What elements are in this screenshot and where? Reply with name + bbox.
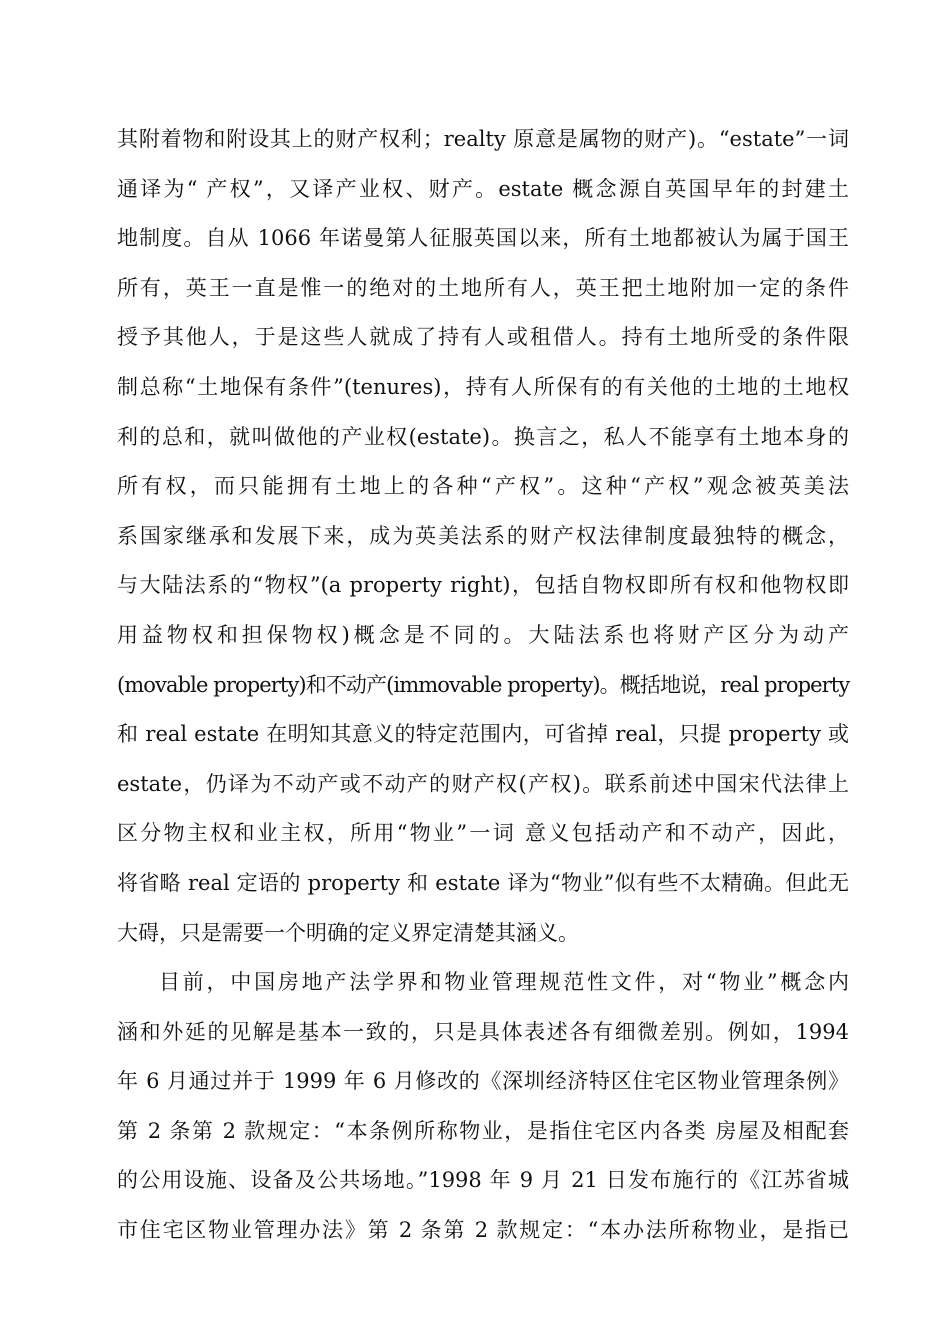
text-line: 将省略 real 定语的 property 和 estate 译为“物业”似有些不太精确。但此无 xyxy=(117,870,849,895)
text-line: estate，仍译为不动产或不动产的财产权(产权)。联系前述中国宋代法律上 xyxy=(117,771,849,796)
text-line: 系国家继承和发展下来，成为英美法系的财产权法律制度最独特的概念， xyxy=(117,523,849,548)
text-line: 利的总和，就叫做他的产业权(estate)。换言之，私人不能享有土地本身的 xyxy=(117,424,849,449)
body-text xyxy=(117,115,849,1256)
text-line: 年 6 月通过并于 1999 年 6 月修改的《深圳经济特区住宅区物业管理条例》 xyxy=(117,1069,849,1094)
paragraph-2 xyxy=(117,958,849,1256)
text-line: 制总称“土地保有条件”(tenures)，持有人所保有的有关他的土地的土地权 xyxy=(117,374,849,399)
text-line: 市住宅区物业管理办法》第 2 条第 2 款规定：“本办法所称物业，是指已 xyxy=(117,1218,849,1243)
text-line: 第 2 条第 2 款规定：“本条例所称物业，是指住宅区内各类 房屋及相配套 xyxy=(117,1118,849,1143)
text-line: 涵和外延的见解是基本一致的，只是具体表述各有细微差别。例如，1994 xyxy=(117,1019,849,1044)
text-line: 目前，中国房地产法学界和物业管理规范性文件，对“物业”概念内 xyxy=(159,970,849,995)
text-line: 和 real estate 在明知其意义的特定范围内，可省掉 real，只提 property 或 xyxy=(117,722,849,747)
text-line: 的公用设施、设备及公共场地。”1998 年 9 月 21 日发布施行的《江苏省城 xyxy=(117,1168,849,1193)
text-line: 地制度。自从 1066 年诺曼第人征服英国以来，所有土地都被认为属于国王 xyxy=(117,226,849,251)
text-line: (movable property)和不动产(immovable property)。概括地说，real property xyxy=(117,672,850,697)
text-line: 通译为“ 产权”，又译产业权、财产。estate 概念源自英国早年的封建土 xyxy=(117,176,849,201)
text-line: 其附着物和附设其上的财产权利；realty 原意是属物的财产)。“estate”一词 xyxy=(117,127,849,151)
text-line: 所有，英王一直是惟一的绝对的土地所有人，英王把土地附加一定的条件 xyxy=(117,275,849,300)
text-line: 大碍，只是需要一个明确的定义界定清楚其涵义。 xyxy=(117,920,579,945)
text-line: 授予其他人，于是这些人就成了持有人或租借人。持有土地所受的条件限 xyxy=(117,325,849,350)
text-line: 区分物主权和业主权，所用“物业”一词 意义包括动产和不动产，因此， xyxy=(117,821,849,846)
text-line: 与大陆法系的“物权”(a property right)，包括自物权即所有权和他物权即 xyxy=(117,573,849,598)
paragraph-1 xyxy=(117,115,849,958)
text-line: 所有权，而只能拥有土地上的各种“产权”。这种“产权”观念被英美法 xyxy=(117,474,849,499)
text-line: 用益物权和担保物权)概念是不同的。大陆法系也将财产区分为动产 xyxy=(117,622,849,647)
